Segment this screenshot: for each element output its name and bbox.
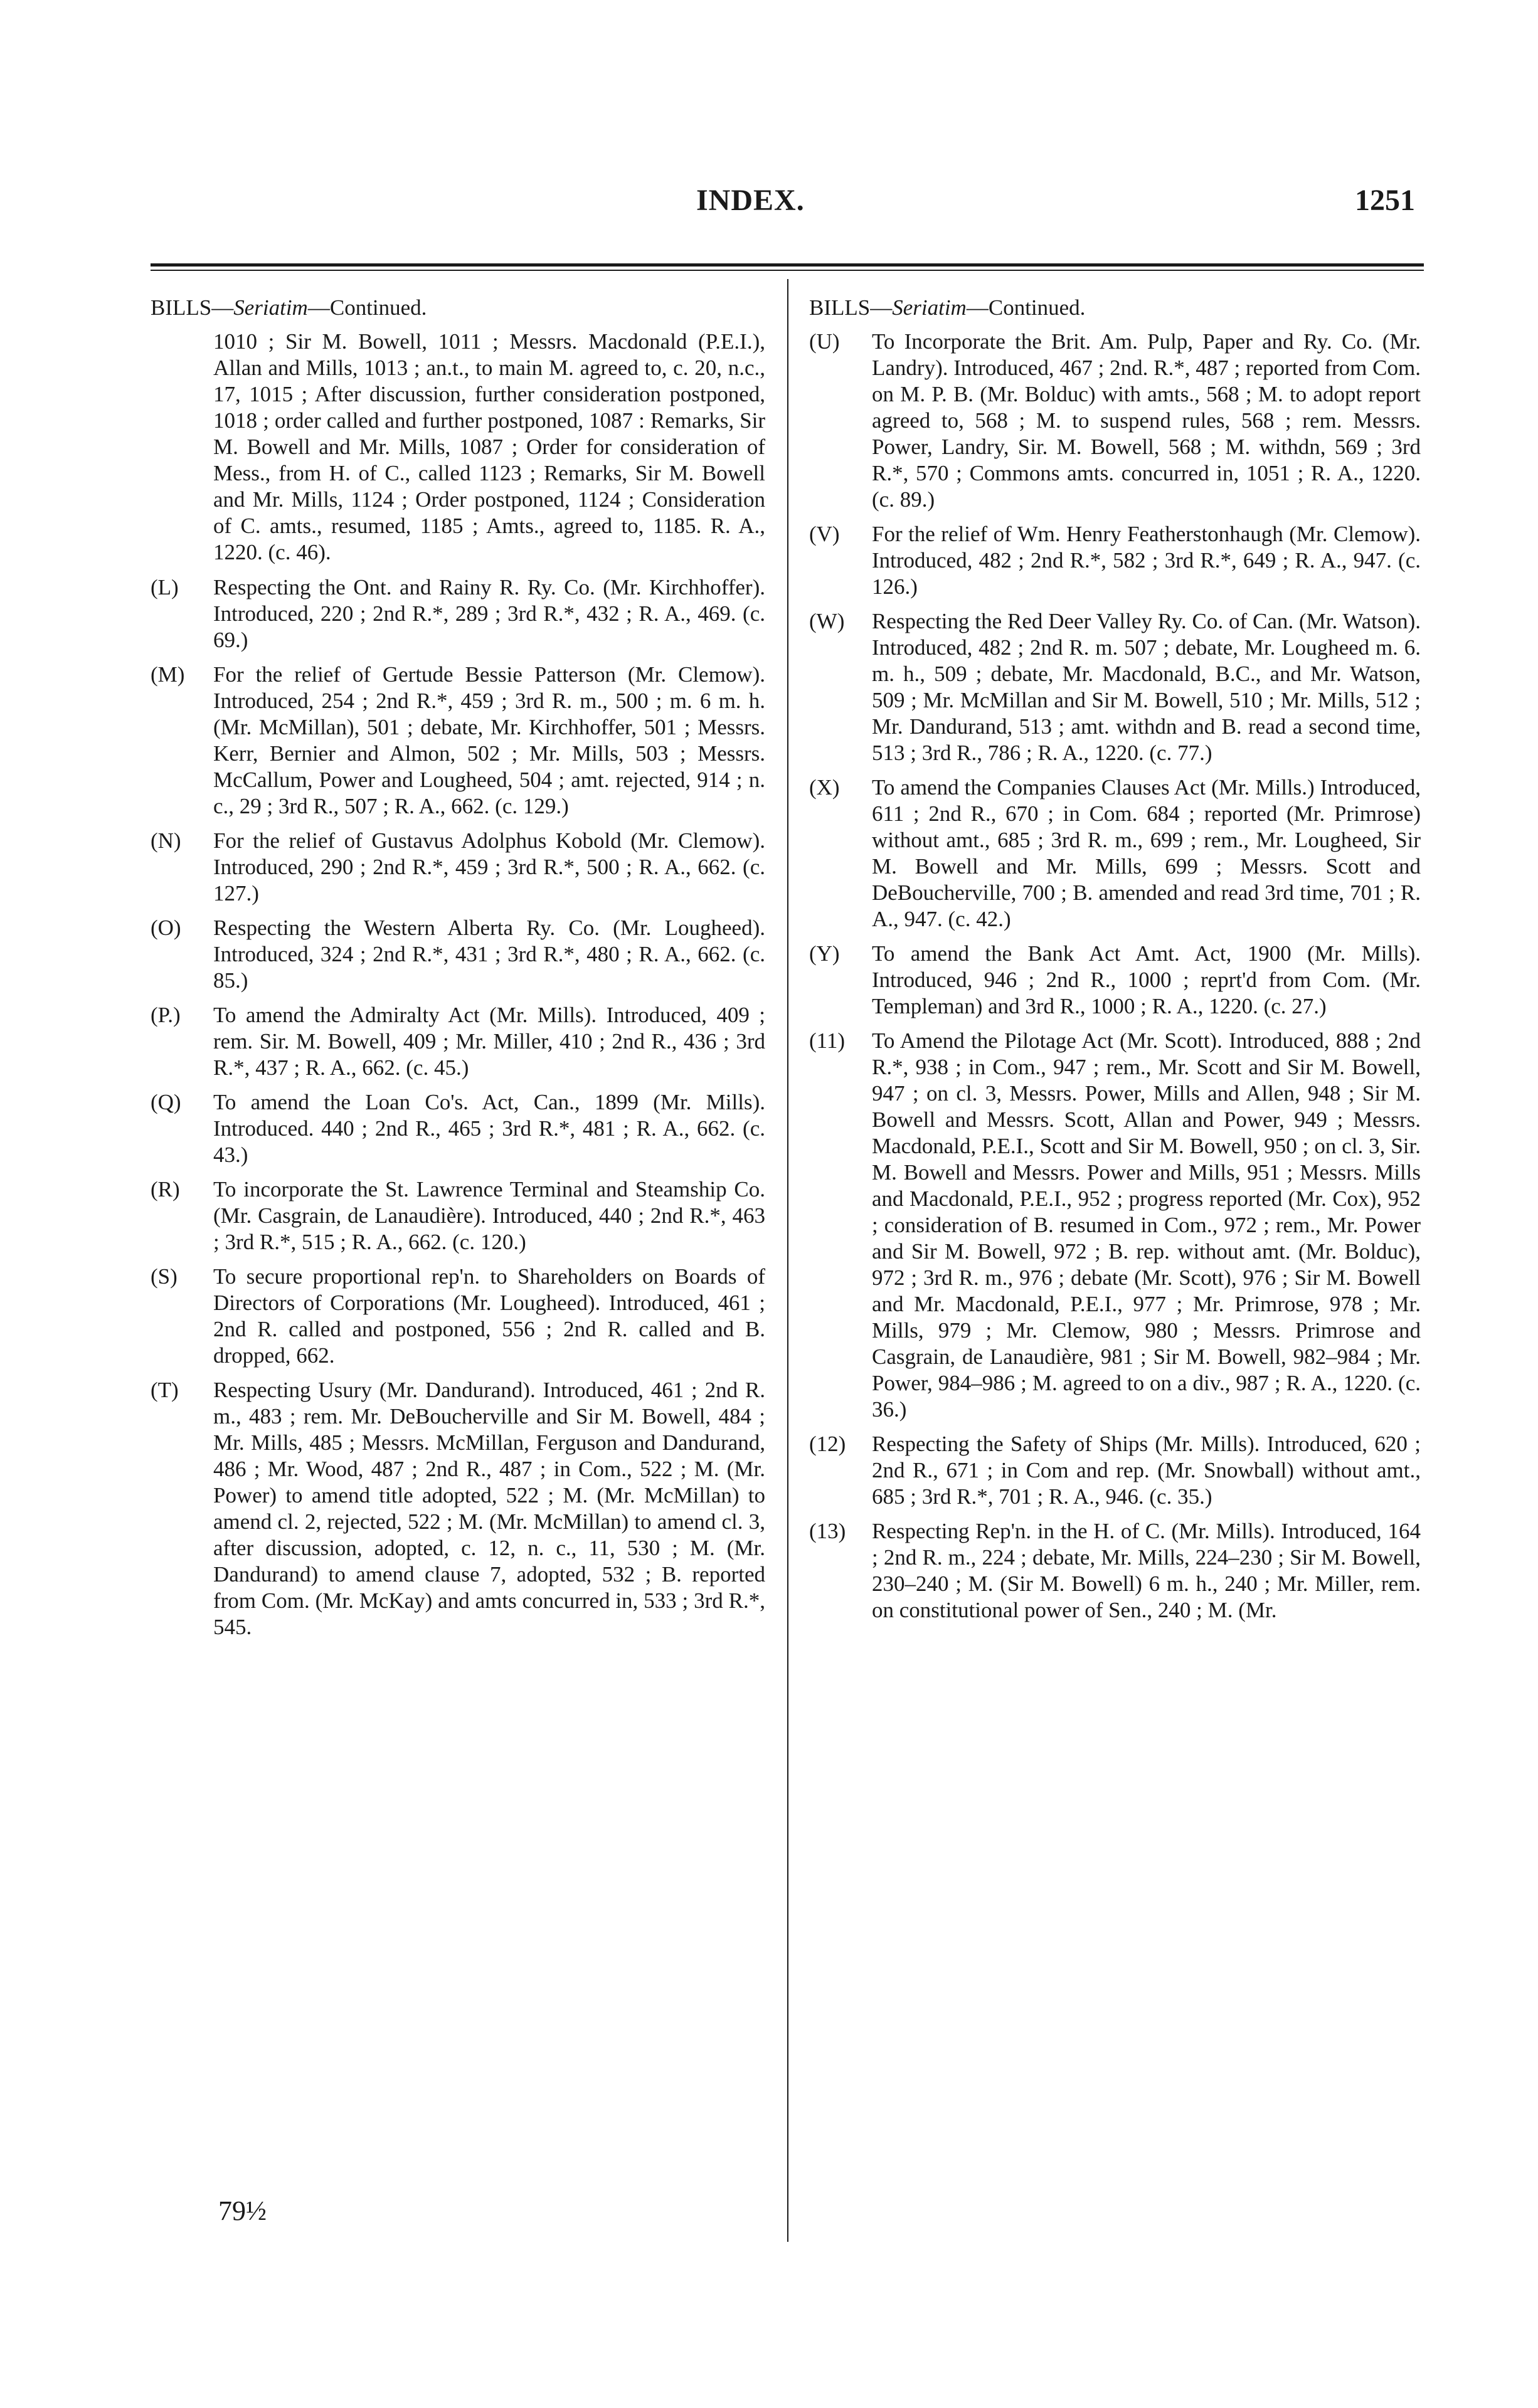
index-entry — [809, 329, 1421, 513]
index-entry — [151, 1176, 765, 1255]
index-entry — [809, 1028, 1421, 1423]
entry-label: (T) — [151, 1378, 179, 1402]
continued-entry: 1010 ; Sir M. Bowell, 1011 ; Messrs. Macdonald (P.E.I.), Allan and Mills, 1013 ; an.t., to main M. agreed to, c. 20, n.c., 17, 1015 ; After discussion, further consideration postponed, 1018 ; order called and further postponed, 1087 : Remarks, Sir M. Bowell and Mr. Mills, 1087 ; Order for consideration of Mess., from H. of C., called 1123 ; Remarks, Sir M. Bowell and Mr. Mills, 1124 ; Order postponed, 1124 ; Consideration of C. amts., resumed, 1185 ; Amts., agreed to, 1185. R. A., 1220. (c. 46). — [213, 329, 765, 564]
entry-label: (13) — [809, 1519, 846, 1543]
heading-suffix: —Continued. — [307, 295, 427, 320]
entry-text: Respecting the Western Alberta Ry. Co. (Mr. Lougheed). Introduced, 324 ; 2nd R.*, 431 ; 3rd R.*, 480 ; R. A., 662. (c. 85.) — [213, 916, 765, 993]
index-entry — [809, 1431, 1421, 1510]
index-entry — [809, 521, 1421, 600]
entry-text: To Amend the Pilotage Act (Mr. Scott). Introduced, 888 ; 2nd R.*, 938 ; in Com., 947 ; rem., Mr. Scott and Sir M. Bowell, 947 ; on cl. 3, Messrs. Power, Mills and Allen, 948 ; Sir M. Bowell and Messrs. Scott, Allan and Power, 949 ; Messrs. Macdonald, P.E.I., Scott and Sir M. Bowell, 950 ; on cl. 3, Sir. M. Bowell and Messrs. Power and Mills, 951 ; Messrs. Mills and Macdonald, P.E.I., 952 ; progress reported (Mr. Cox), 952 ; consideration of B. resumed in Com., 972 ; rem., Mr. Power and Sir M. Bowell, 972 ; B. rep. without amt. (Mr. Bolduc), 972 ; 3rd R. m., 976 ; debate (Mr. Scott), 976 ; Sir M. Bowell and Mr. Macdonald, P.E.I., 977 ; Mr. Primrose, 978 ; Mr. Mills, 979 ; Mr. Clemow, 980 ; Messrs. Primrose and Casgrain, de Lanaudière, 981 ; Sir M. Bowell, 982–984 ; Mr. Power, 984–986 ; M. agreed to on a div., 987 ; R. A., 1220. (c. 36.) — [872, 1028, 1421, 1422]
running-title: INDEX. — [696, 184, 805, 217]
entry-label: (11) — [809, 1028, 846, 1053]
heading-italic: Seriatim — [233, 295, 308, 320]
entry-text: To secure proportional rep'n. to Shareholders on Boards of Directors of Corporations (Mr. Lougheed). Introduced, 461 ; 2nd R. called and postponed, 556 ; 2nd R. called and B. dropped, 662. — [213, 1264, 765, 1368]
entry-label: (W) — [809, 609, 845, 633]
entry-label: (M) — [151, 662, 185, 687]
index-entry — [151, 915, 765, 994]
entry-text: To incorporate the St. Lawrence Terminal and Steamship Co. (Mr. Casgrain, de Lanaudière). Introduced, 440 ; 2nd R.*, 463 ; 3rd R.*, 515 ; R. A., 662. (c. 120.) — [213, 1177, 765, 1254]
heading-italic: Seriatim — [892, 295, 967, 320]
entry-label: (P.) — [151, 1003, 181, 1027]
entry-text: To amend the Companies Clauses Act (Mr. Mills.) Introduced, 611 ; 2nd R., 670 ; in Com. 684 ; reported (Mr. Primrose) without amt., 685 ; 3rd R. m., 699 ; rem., Mr. Lougheed, Sir M. Bowell and Mr. Mills, 699 ; Messrs. Scott and DeBoucherville, 700 ; B. amended and read 3rd time, 701 ; R. A., 947. (c. 42.) — [872, 775, 1421, 931]
entry-text: For the relief of Wm. Henry Featherstonhaugh (Mr. Clemow). Introduced, 482 ; 2nd R.*, 582 ; 3rd R.*, 649 ; R. A., 947. (c. 126.) — [872, 522, 1421, 599]
index-entry — [151, 574, 765, 653]
page-number: 1251 — [1355, 184, 1415, 217]
heading-suffix: —Continued. — [966, 295, 1086, 320]
right-column — [809, 295, 1421, 1632]
entry-label: (S) — [151, 1264, 178, 1289]
header-rule-thin — [151, 270, 1424, 271]
header-rule-thick — [151, 263, 1424, 267]
entry-text: Respecting the Safety of Ships (Mr. Mills). Introduced, 620 ; 2nd R., 671 ; in Com and rep. (Mr. Snowball) without amt., 685 ; 3rd R.*, 701 ; R. A., 946. (c. 35.) — [872, 1432, 1421, 1509]
column-heading — [809, 295, 1421, 321]
entry-label: (Q) — [151, 1090, 181, 1114]
heading-prefix: BILLS— — [151, 295, 234, 320]
index-entry — [809, 941, 1421, 1020]
entry-text: To Incorporate the Brit. Am. Pulp, Paper and Ry. Co. (Mr. Landry). Introduced, 467 ; 2nd. R.*, 487 ; reported from Com. on M. P. B. (Mr. Bolduc) with amts., 568 ; M. to adopt report agreed to, 568 ; M. to suspend rules, 568 ; rem. Messrs. Power, Landry, Sir. M. Bowell, 568 ; M. withdn, 569 ; 3rd R.*, 570 ; Commons amts. concurred in, 1051 ; R. A., 1220. (c. 89.) — [872, 329, 1421, 512]
entry-text: Respecting Usury (Mr. Dandurand). Introduced, 461 ; 2nd R. m., 483 ; rem. Mr. DeBoucherville and Sir M. Bowell, 484 ; Mr. Mills, 485 ; Messrs. McMillan, Ferguson and Dandurand, 486 ; Mr. Wood, 487 ; 2nd R., 487 ; in Com., 522 ; M. (Mr. Power) to amend title adopted, 522 ; M. (Mr. McMillan) to amend cl. 2, rejected, 522 ; M. (Mr. McMillan) to amend cl. 3, after discussion, adopted, c. 12, n. c., 11, 530 ; M. (Mr. Dandurand) to amend clause 7, adopted, 532 ; B. reported from Com. (Mr. McKay) and amts concurred in, 533 ; 3rd R.*, 545. — [213, 1378, 765, 1639]
entry-label: (R) — [151, 1177, 180, 1201]
entry-text: To amend the Loan Co's. Act, Can., 1899 (Mr. Mills). Introduced. 440 ; 2nd R., 465 ; 3rd R.*, 481 ; R. A., 662. (c. 43.) — [213, 1090, 765, 1167]
index-entry — [809, 1518, 1421, 1624]
entry-label: (N) — [151, 828, 181, 853]
entry-label: (O) — [151, 916, 181, 940]
entry-label: (12) — [809, 1432, 846, 1456]
entry-text: To amend the Admiralty Act (Mr. Mills). Introduced, 409 ; rem. Sir. M. Bowell, 409 ; Mr. Miller, 410 ; 2nd R., 436 ; 3rd R.*, 437 ; R. A., 662. (c. 45.) — [213, 1003, 765, 1080]
index-entry — [151, 1089, 765, 1168]
signature-mark: 79½ — [218, 2195, 267, 2226]
entry-label: (V) — [809, 522, 840, 546]
index-entry — [151, 828, 765, 907]
page-header — [0, 183, 1538, 227]
index-entry — [151, 1002, 765, 1081]
entry-label: (L) — [151, 575, 179, 599]
heading-prefix: BILLS— — [809, 295, 893, 320]
index-entry — [809, 608, 1421, 766]
entry-label: (X) — [809, 775, 840, 800]
entry-text: Respecting the Red Deer Valley Ry. Co. of Can. (Mr. Watson). Introduced, 482 ; 2nd R. m. 507 ; debate, Mr. Lougheed m. 6. m. h., 509 ; debate, Mr. Macdonald, B.C., and Mr. Watson, 509 ; Mr. McMillan and Sir M. Bowell, 510 ; Mr. Mills, 512 ; Mr. Dandurand, 513 ; amt. withdn and B. read a second time, 513 ; 3rd R., 786 ; R. A., 1220. (c. 77.) — [872, 609, 1421, 765]
entry-text: Respecting Rep'n. in the H. of C. (Mr. Mills). Introduced, 164 ; 2nd R. m., 224 ; debate, Mr. Mills, 224–230 ; Sir M. Bowell, 230–240 ; M. (Sir M. Bowell) 6 m. h., 240 ; Mr. Miller, rem. on constitutional power of Sen., 240 ; M. (Mr. — [872, 1519, 1421, 1622]
index-entry — [151, 1377, 765, 1640]
index-entry — [809, 774, 1421, 932]
column-heading — [151, 295, 765, 321]
left-column — [151, 295, 765, 1649]
column-divider — [787, 279, 788, 2242]
entry-text: For the relief of Gustavus Adolphus Kobold (Mr. Clemow). Introduced, 290 ; 2nd R.*, 459 ; 3rd R.*, 500 ; R. A., 662. (c. 127.) — [213, 828, 765, 906]
left-entry-list — [151, 574, 765, 1640]
entry-text: To amend the Bank Act Amt. Act, 1900 (Mr. Mills). Introduced, 946 ; 2nd R., 1000 ; reprt'd from Com. (Mr. Templeman) and 3rd R., 1000 ; R. A., 1220. (c. 27.) — [872, 941, 1421, 1018]
index-entry — [151, 662, 765, 820]
entry-text: Respecting the Ont. and Rainy R. Ry. Co. (Mr. Kirchhoffer). Introduced, 220 ; 2nd R.*, 289 ; 3rd R.*, 432 ; R. A., 469. (c. 69.) — [213, 575, 765, 652]
entry-label: (Y) — [809, 941, 840, 966]
right-entry-list — [809, 329, 1421, 1624]
index-entry — [151, 1264, 765, 1369]
entry-text: For the relief of Gertude Bessie Patterson (Mr. Clemow). Introduced, 254 ; 2nd R.*, 459 ; 3rd R. m., 500 ; m. 6 m. h. (Mr. McMillan), 501 ; debate, Mr. Kirchhoffer, 501 ; Messrs. Kerr, Bernier and Almon, 502 ; Mr. Mills, 503 ; Messrs. McCallum, Power and Lougheed, 504 ; amt. rejected, 914 ; n. c., 29 ; 3rd R., 507 ; R. A., 662. (c. 129.) — [213, 662, 765, 818]
entry-label: (U) — [809, 329, 840, 354]
